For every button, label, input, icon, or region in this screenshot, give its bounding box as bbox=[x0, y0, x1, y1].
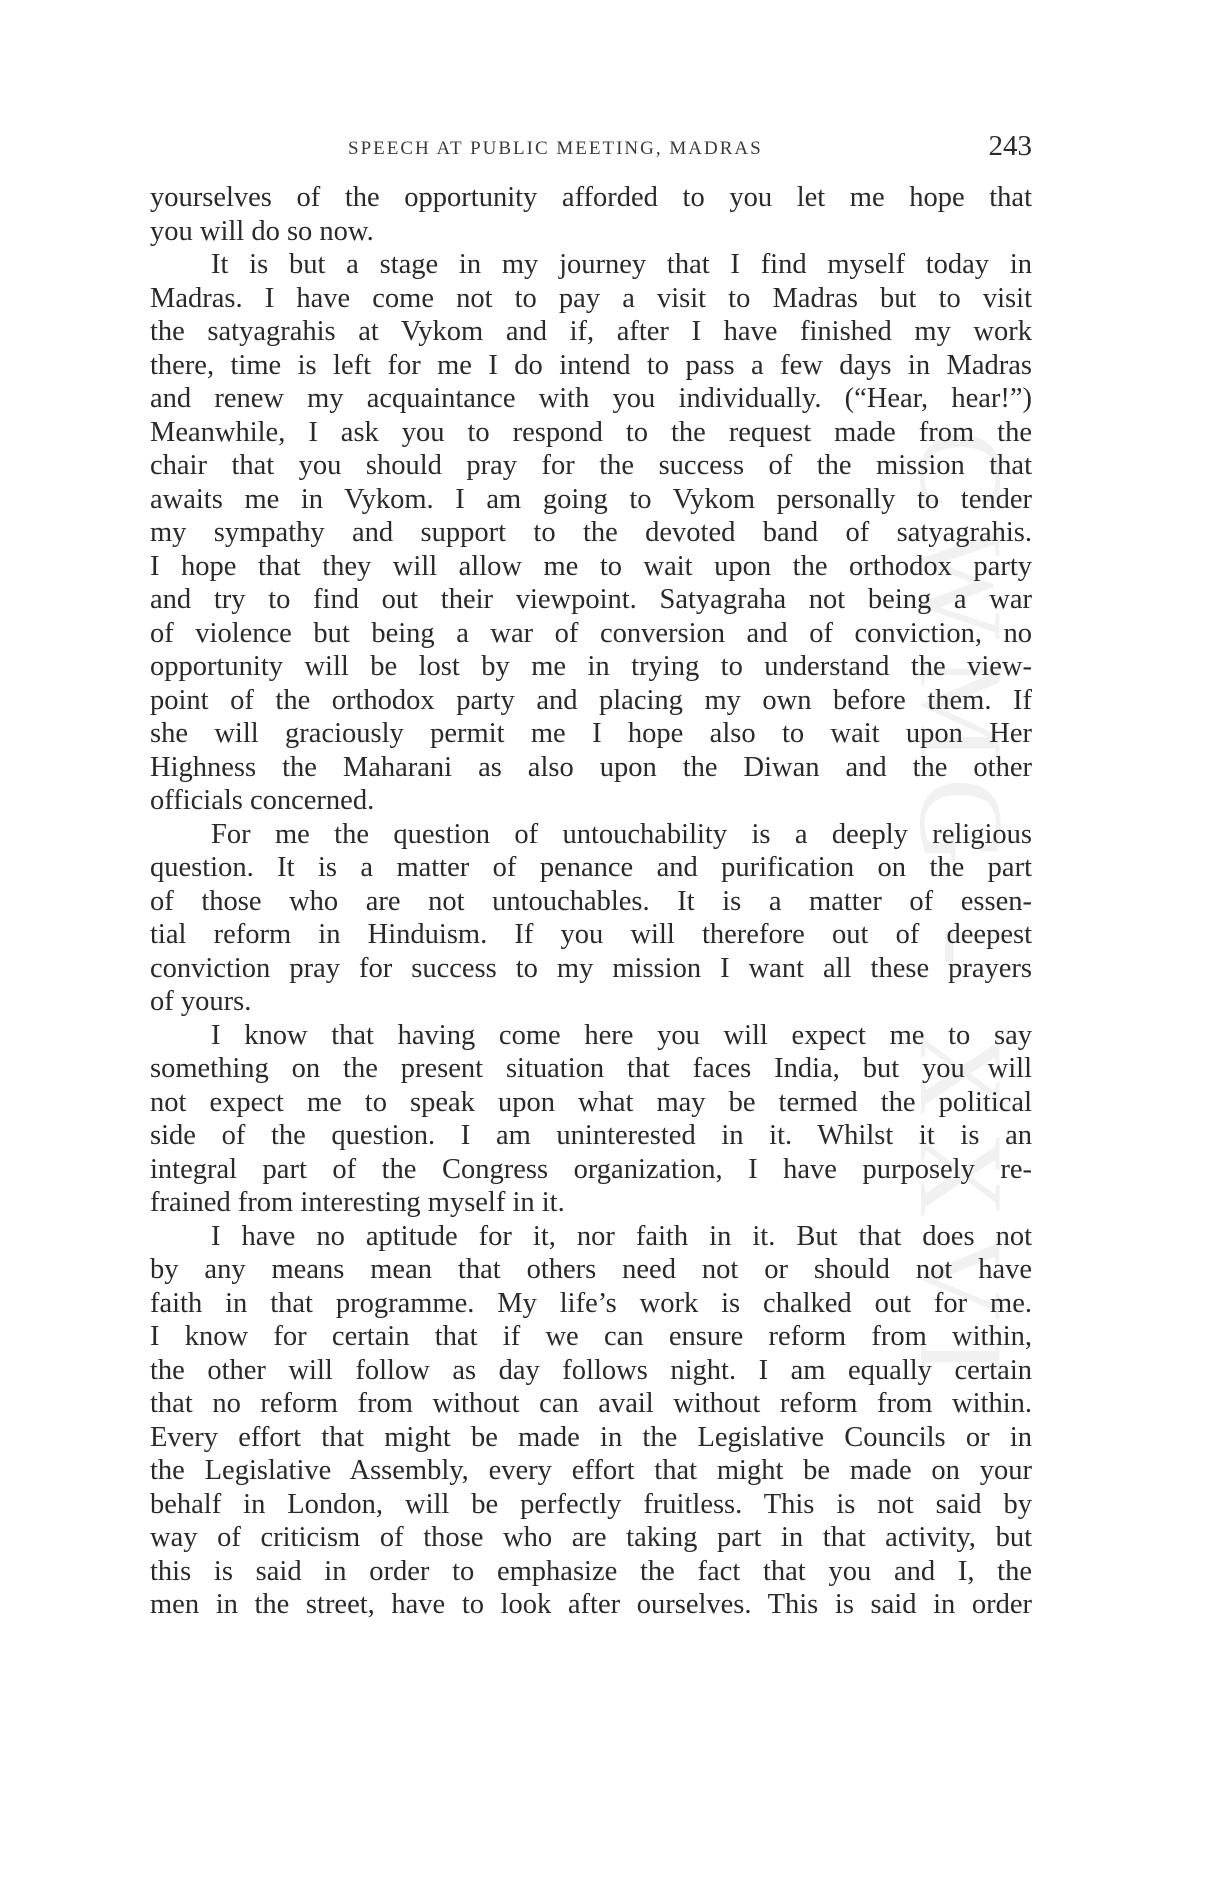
text-line: officials concerned. bbox=[150, 785, 375, 816]
text-line: behalf in London, will be perfectly fruitless. This is not said by bbox=[150, 1488, 1032, 1520]
text-line: yourselves of the opportunity afforded to you let me hope that bbox=[150, 182, 1032, 213]
text-line: I know that having come here you will expect me to say bbox=[211, 1019, 1032, 1051]
text-line: there, time is left for me I do intend to pass a few days in Madras bbox=[150, 349, 1032, 381]
text-line: men in the street, have to look after ourselves. This is said in order bbox=[150, 1589, 1032, 1620]
text-line: I have no aptitude for it, nor faith in it. But that does not bbox=[211, 1220, 1032, 1252]
text-line: awaits me in Vykom. I am going to Vykom personally to tender bbox=[150, 483, 1032, 515]
text-line: opportunity will be lost by me in trying to understand the view- bbox=[150, 651, 1032, 682]
text-line: integral part of the Congress organization, I have purposely re- bbox=[150, 1153, 1032, 1185]
text-line: she will graciously permit me I hope also to wait upon Her bbox=[150, 718, 1032, 749]
text-line: I hope that they will allow me to wait upon the orthodox party bbox=[150, 550, 1032, 582]
text-line: question. It is a matter of penance and purification on the part bbox=[150, 852, 1032, 883]
text-line: of yours. bbox=[150, 986, 252, 1017]
text-line: and renew my acquaintance with you individually. (“Hear, hear!”) bbox=[150, 383, 1032, 414]
text-line: For me the question of untouchability is a deeply religious bbox=[211, 818, 1032, 850]
text-line: the satyagrahis at Vykom and if, after I have finished my work bbox=[150, 316, 1032, 347]
text-line: tial reform in Hinduism. If you will therefore out of deepest bbox=[150, 919, 1032, 950]
running-title: SPEECH AT PUBLIC MEETING, MADRAS bbox=[348, 138, 763, 159]
text-line: frained from interesting myself in it. bbox=[150, 1187, 565, 1218]
text-line: faith in that programme. My life’s work is chalked out for me. bbox=[150, 1287, 1032, 1319]
text-line: by any means mean that others need not or should not have bbox=[150, 1254, 1032, 1285]
watermark: CWMG - XXVI bbox=[895, 430, 1028, 1393]
text-line: point of the orthodox party and placing my own before them. If bbox=[150, 684, 1032, 716]
page-number: 243 bbox=[988, 130, 1032, 162]
text-line: chair that you should pray for the success of the mission that bbox=[150, 450, 1032, 481]
running-head bbox=[150, 130, 1032, 170]
text-line: Every effort that might be made in the Legislative Councils or in bbox=[150, 1421, 1032, 1453]
text-line: It is but a stage in my journey that I find myself today in bbox=[211, 249, 1032, 280]
body-text bbox=[150, 181, 1032, 1622]
text-line: way of criticism of those who are taking part in that activity, but bbox=[150, 1522, 1032, 1553]
text-line: my sympathy and support to the devoted band of satyagrahis. bbox=[150, 517, 1032, 548]
text-line: that no reform from without can avail without reform from within. bbox=[150, 1388, 1032, 1419]
text-line: Meanwhile, I ask you to respond to the request made from the bbox=[150, 416, 1032, 448]
text-line: conviction pray for success to my mission I want all these prayers bbox=[150, 952, 1032, 984]
text-line: side of the question. I am uninterested in it. Whilst it is an bbox=[150, 1120, 1032, 1151]
text-line: something on the present situation that faces India, but you will bbox=[150, 1053, 1032, 1084]
text-line: Highness the Maharani as also upon the Diwan and the other bbox=[150, 751, 1032, 783]
text-line: of violence but being a war of conversion and of conviction, no bbox=[150, 617, 1032, 649]
text-line: not expect me to speak upon what may be termed the political bbox=[150, 1086, 1032, 1118]
text-line: you will do so now. bbox=[150, 215, 374, 247]
text-line: this is said in order to emphasize the fact that you and I, the bbox=[150, 1555, 1032, 1587]
text-line: and try to find out their viewpoint. Satyagraha not being a war bbox=[150, 584, 1032, 615]
text-line: the Legislative Assembly, every effort that might be made on your bbox=[150, 1455, 1032, 1486]
text-line: I know for certain that if we can ensure reform from within, bbox=[150, 1321, 1032, 1352]
text-line: of those who are not untouchables. It is a matter of essen- bbox=[150, 885, 1032, 917]
text-line: Madras. I have come not to pay a visit to Madras but to visit bbox=[150, 282, 1032, 314]
text-line: the other will follow as day follows night. I am equally certain bbox=[150, 1354, 1032, 1386]
